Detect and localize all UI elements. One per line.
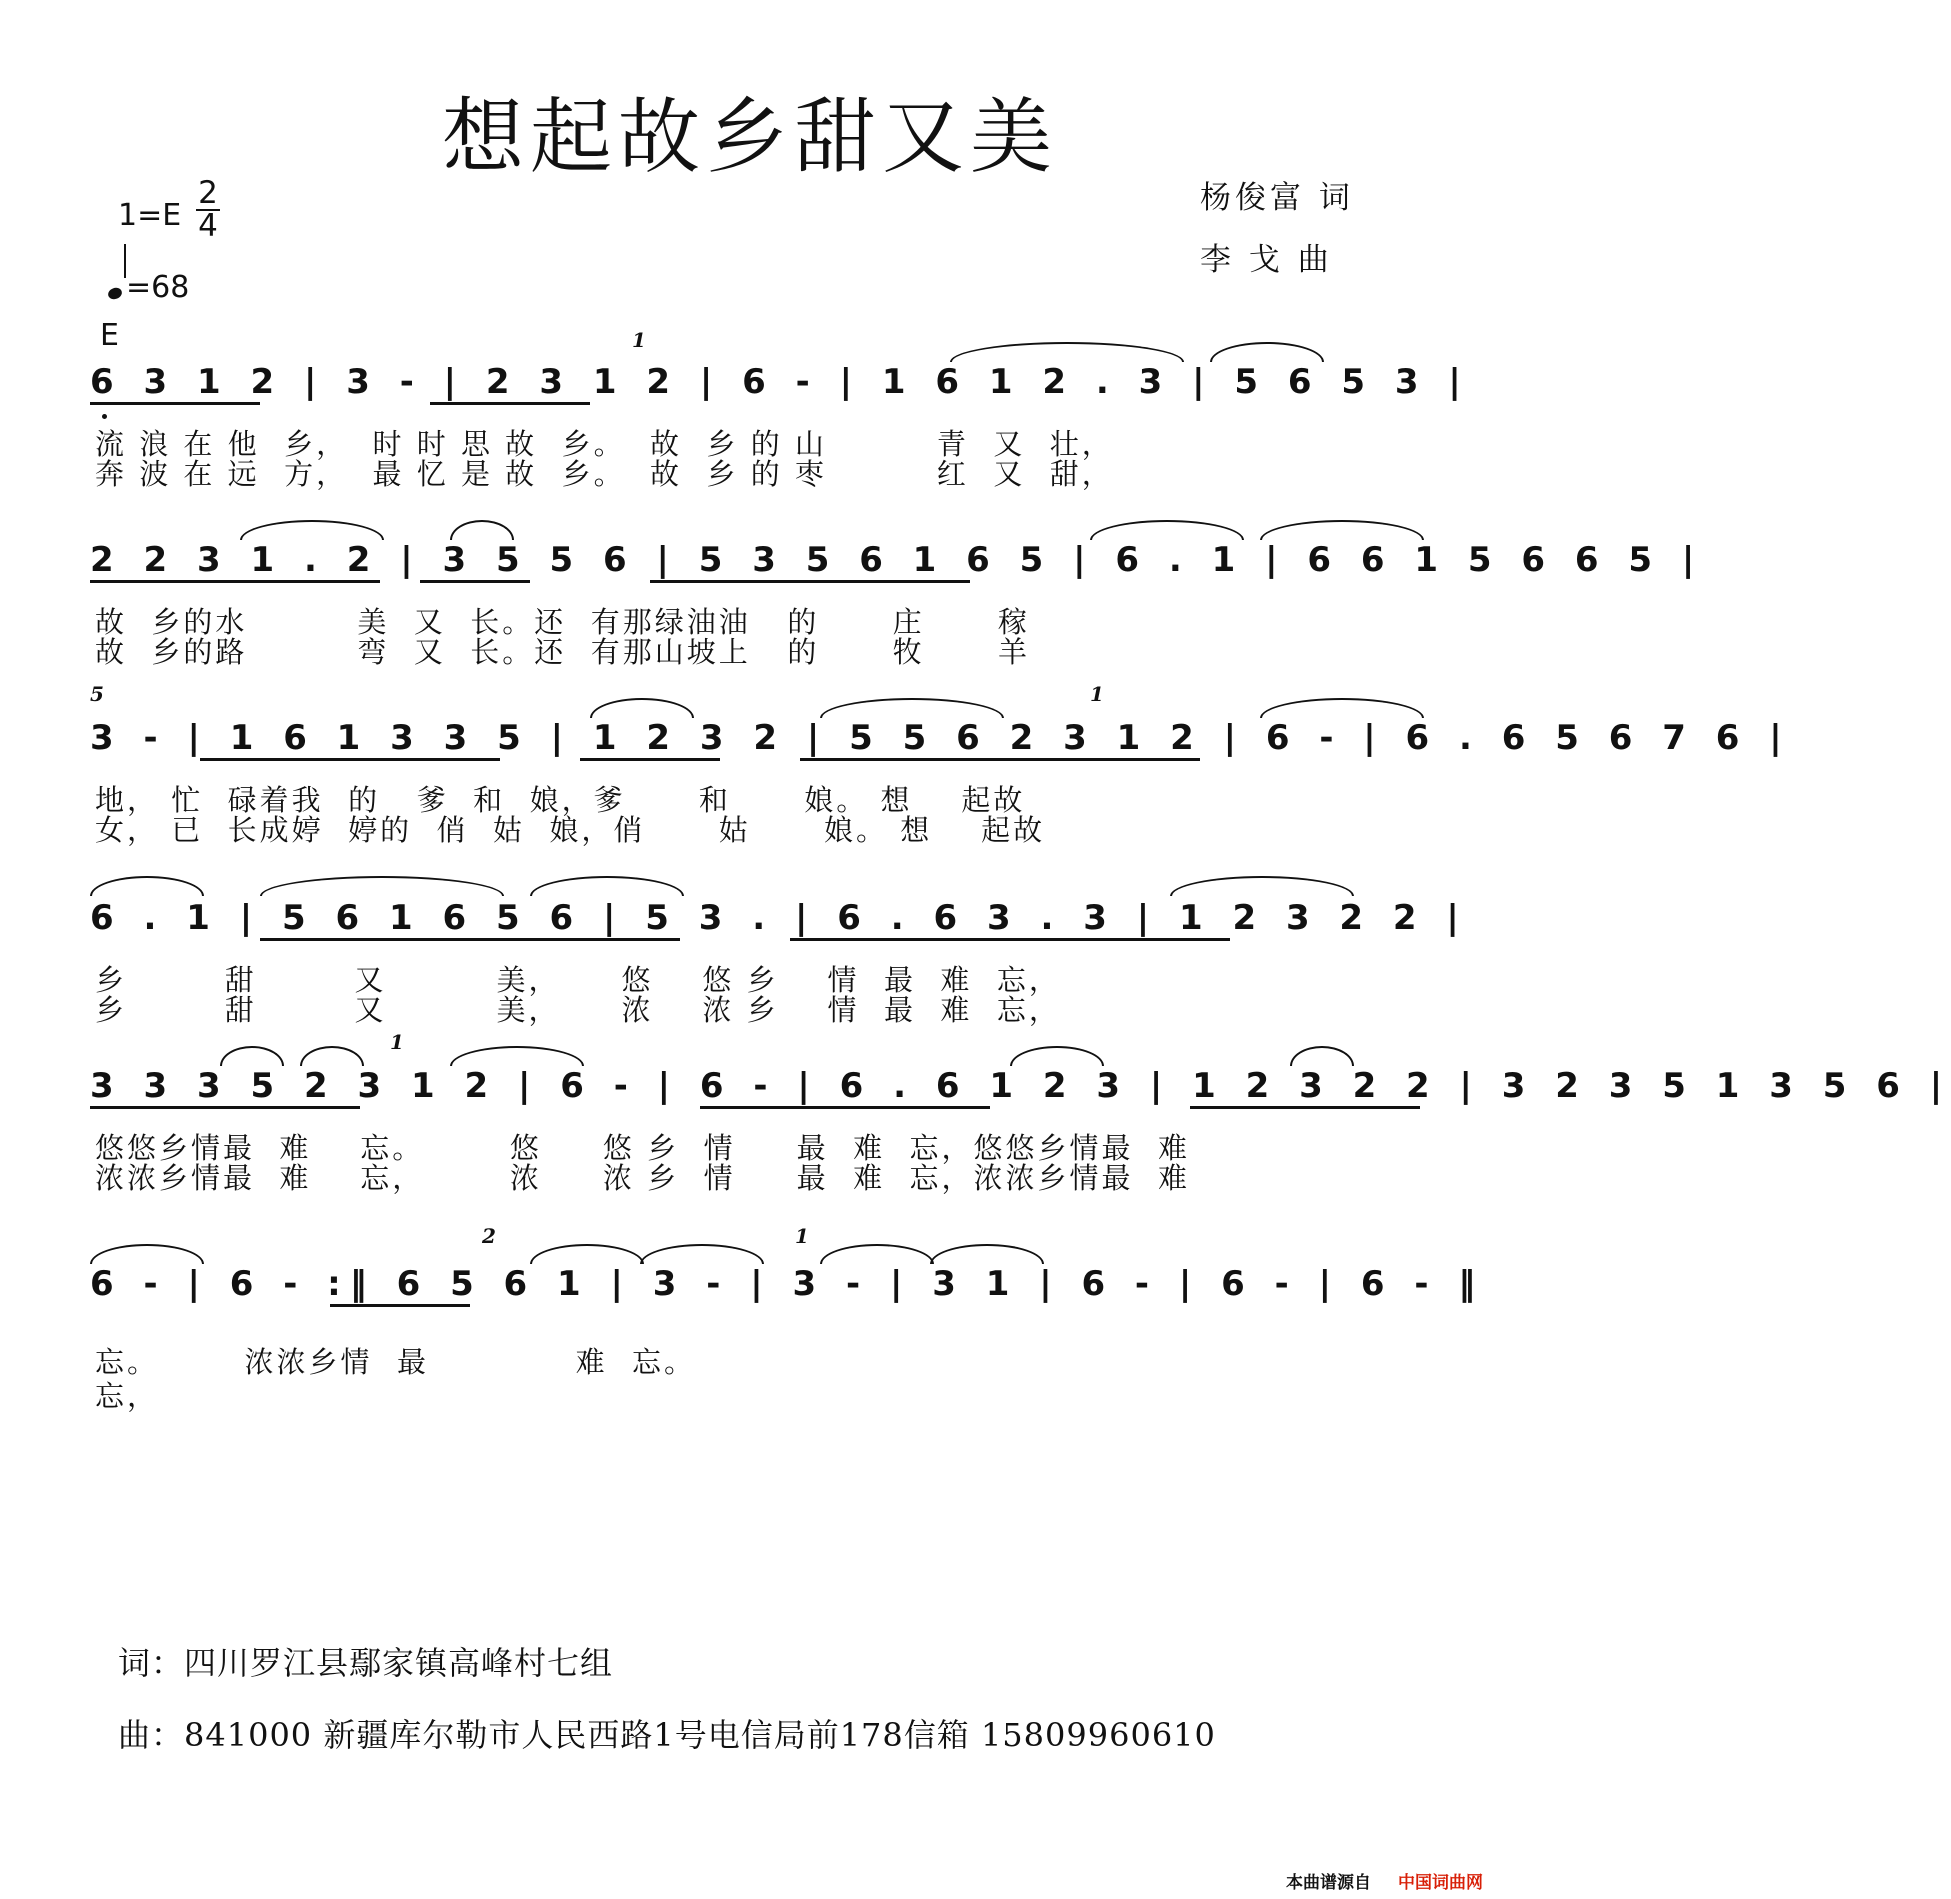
notation-6: 6 - | 6 - :‖ 6 5 6 1 | 3 - | 3 - | 3 1 | 6 - | 6 - | 6 - ‖ bbox=[90, 1264, 1485, 1304]
tie-slur bbox=[450, 520, 514, 540]
tie-slur bbox=[240, 520, 384, 540]
underline bbox=[790, 938, 1230, 941]
note-stem bbox=[124, 244, 126, 278]
lyricist-address: 词：四川罗江县鄢家镇高峰村七组 bbox=[118, 1644, 614, 1682]
grace-note: 1 bbox=[390, 1030, 404, 1054]
lyrics-5-verse-1: 悠悠乡情最 难 忘。 悠 悠 乡 情 最 难 忘，悠悠乡情最 难 bbox=[95, 1131, 1190, 1165]
time-signature bbox=[193, 175, 223, 244]
octave-dot bbox=[102, 414, 107, 419]
staff-line-4 bbox=[90, 898, 1468, 958]
underline bbox=[800, 758, 1200, 761]
tie-slur bbox=[300, 1046, 364, 1066]
tie-slur bbox=[1210, 342, 1324, 362]
notation-1: 6 3 1 2 | 3 - | 2 3 1 2 | 6 - | 1 6 1 2 . 3 | 5 6 5 3 | bbox=[90, 362, 1470, 402]
lyrics-1-verse-2: 奔 波 在 远 方， 最 忆 是 故 乡。 故 乡 的 枣 红 又 甜， bbox=[95, 457, 1114, 491]
composer-address: 曲：841000 新疆库尔勒市人民西路1号电信局前178信箱 15809960610 bbox=[118, 1716, 1216, 1754]
tie-slur bbox=[820, 698, 1004, 718]
tie-slur bbox=[1090, 520, 1244, 540]
tie-slur bbox=[90, 876, 204, 896]
lyrics-3-verse-2: 女， 已 长成婷 婷的 俏 姑 娘，俏 姑 娘。 想 起故 bbox=[95, 813, 1046, 847]
lyrics-2-verse-2: 故 乡的路 弯 又 长。还 有那山坡上 的 牧 羊 bbox=[95, 635, 1030, 669]
staff-line-3 bbox=[90, 682, 1791, 778]
watermark-site: 中国词曲网 bbox=[1398, 1873, 1483, 1893]
underline bbox=[90, 1106, 360, 1109]
tie-slur bbox=[820, 1244, 934, 1264]
tie-slur bbox=[1260, 698, 1424, 718]
lyrics-5-verse-2: 浓浓乡情最 难 忘， 浓 浓 乡 情 最 难 忘，浓浓乡情最 难 bbox=[95, 1161, 1190, 1195]
notation-4: 6 . 1 | 5 6 1 6 5 6 | 5 3 . | 6 . 6 3 . 3 | 1 2 3 2 2 | bbox=[90, 898, 1468, 938]
staff-line-5 bbox=[90, 1030, 1951, 1126]
lyrics-6-verse-1: 忘。 浓浓乡情 最 难 忘。 bbox=[95, 1345, 697, 1379]
underline bbox=[650, 580, 970, 583]
key-signature: 1=E bbox=[118, 198, 182, 233]
notation-2: 2 2 3 1 . 2 | 3 5 5 6 | 5 3 5 6 1 6 5 | 6 . 1 | 6 6 1 5 6 6 5 | bbox=[90, 540, 1704, 580]
tie-slur bbox=[530, 876, 684, 896]
time-signature-top: 2 bbox=[198, 175, 218, 211]
underline bbox=[580, 758, 720, 761]
staff-line-2 bbox=[90, 540, 1704, 600]
tie-slur bbox=[220, 1046, 284, 1066]
tie-slur bbox=[1290, 1046, 1354, 1066]
lyrics-1-verse-1: 流 浪 在 他 乡， 时 时 思 故 乡。 故 乡 的 山 青 又 壮， bbox=[95, 427, 1114, 461]
song-title: 想起故乡甜又美 bbox=[441, 90, 1058, 185]
lyrics-4-verse-1: 乡 甜 又 美， 悠 悠 乡 情 最 难 忘， bbox=[95, 963, 1061, 997]
underline bbox=[90, 580, 380, 583]
tie-slur bbox=[950, 342, 1184, 362]
tie-slur bbox=[260, 876, 504, 896]
lyricist-credit: 杨俊富 词 bbox=[1200, 180, 1354, 216]
grace-note: 1 bbox=[795, 1224, 809, 1248]
tempo-mark bbox=[108, 270, 189, 305]
composer-credit: 李 戈 曲 bbox=[1200, 242, 1333, 278]
grace-note: 5 bbox=[90, 682, 104, 706]
tie-slur bbox=[1170, 876, 1354, 896]
underline bbox=[90, 402, 260, 405]
tie-slur bbox=[1260, 520, 1424, 540]
underline bbox=[1190, 1106, 1420, 1109]
staff-line-6 bbox=[90, 1224, 1485, 1324]
underline bbox=[430, 402, 590, 405]
underline bbox=[330, 1304, 470, 1307]
underline bbox=[260, 938, 680, 941]
chord-symbol: E bbox=[100, 318, 119, 353]
tie-slur bbox=[450, 1046, 584, 1066]
grace-note: 1 bbox=[1090, 682, 1104, 706]
notation-5: 3 3 3 5 2 3 1 2 | 6 - | 6 - | 6 . 6 1 2 3 | 1 2 3 2 2 | 3 2 3 5 1 3 5 6 | bbox=[90, 1066, 1951, 1106]
tie-slur bbox=[640, 1244, 764, 1264]
staff-line-1 bbox=[90, 328, 1470, 422]
lyrics-6-verse-2: 忘， bbox=[95, 1379, 160, 1413]
quarter-note-icon bbox=[107, 286, 124, 301]
tie-slur bbox=[930, 1244, 1044, 1264]
tie-slur bbox=[590, 698, 694, 718]
grace-note: 2 bbox=[482, 1224, 496, 1248]
tie-slur bbox=[530, 1244, 644, 1264]
underline bbox=[200, 758, 500, 761]
lyrics-2-verse-1: 故 乡的水 美 又 长。还 有那绿油油 的 庄 稼 bbox=[95, 605, 1030, 639]
lyrics-4-verse-2: 乡 甜 又 美， 浓 浓 乡 情 最 难 忘， bbox=[95, 993, 1061, 1027]
time-signature-bottom: 4 bbox=[198, 208, 218, 244]
lyrics-3-verse-1: 地， 忙 碌着我 的 爹 和 娘，爹 和 娘。 想 起故 bbox=[95, 783, 1026, 817]
tie-slur bbox=[1010, 1046, 1104, 1066]
watermark-source: 本曲谱源自 bbox=[1286, 1873, 1371, 1893]
underline bbox=[420, 580, 530, 583]
grace-note: 1 bbox=[632, 328, 646, 352]
tempo-value: =68 bbox=[126, 270, 190, 305]
tie-slur bbox=[90, 1244, 204, 1264]
notation-3: 3 - | 1 6 1 3 3 5 | 1 2 3 2 | 5 5 6 2 3 1 2 | 6 - | 6 . 6 5 6 7 6 | bbox=[90, 718, 1791, 758]
underline bbox=[700, 1106, 990, 1109]
